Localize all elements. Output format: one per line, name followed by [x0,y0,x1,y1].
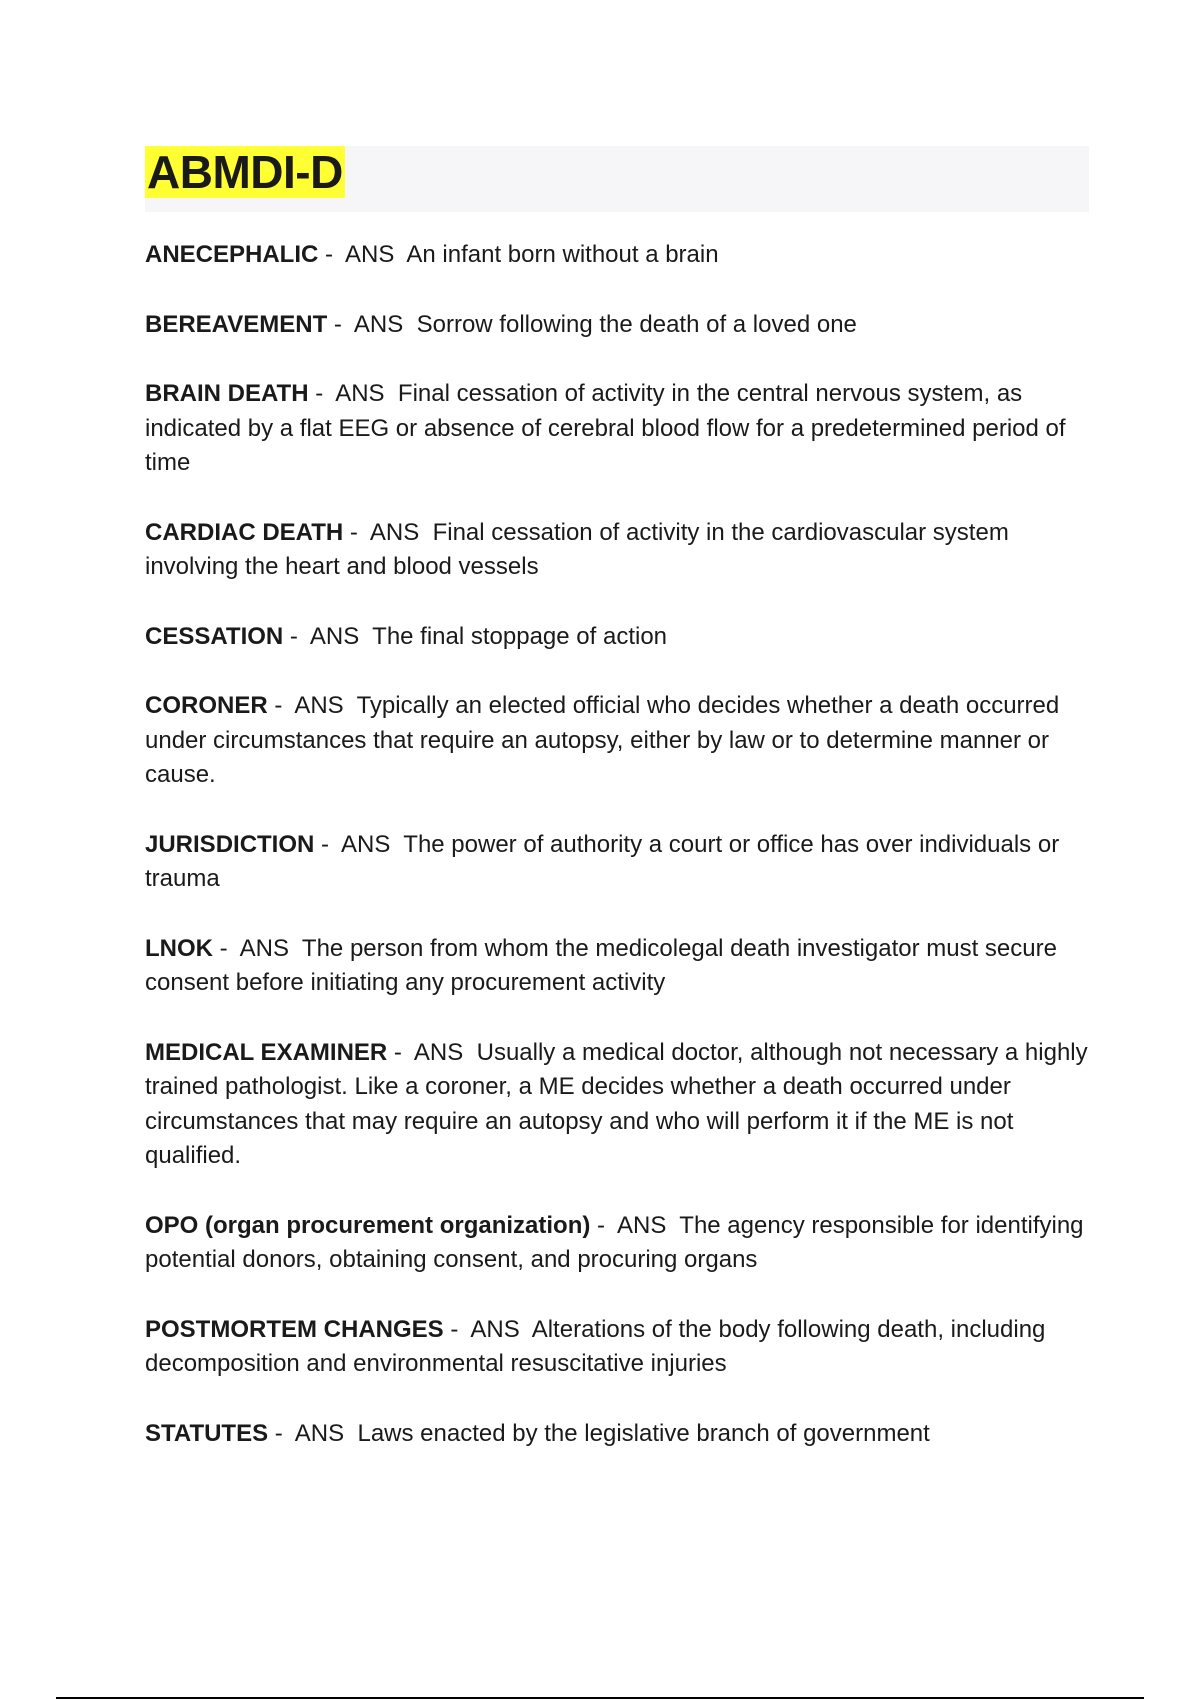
entry-term: POSTMORTEM CHANGES [145,1315,444,1343]
glossary-entry [145,828,1090,897]
glossary-entry [145,308,1090,343]
entry-definition: Sorrow following the death of a loved one [416,310,857,338]
entry-separator: - [343,518,370,546]
glossary-entry [145,377,1090,481]
footer-rule [56,1697,1144,1699]
entry-definition: The agency responsible for identifying potential donors, obtaining consent, and procuring organs [145,1211,1084,1273]
entry-separator: - [308,380,336,407]
glossary-list [145,238,1090,1486]
entry-definition: Final cessation of activity in the central nervous system, as indicated by a flat EEG or absence of cerebral blood flow for a predetermined period of time [145,380,1066,476]
entry-term: MEDICAL EXAMINER [145,1038,388,1066]
answer-marker: ANS [413,1038,477,1066]
answer-marker: ANS [294,1419,358,1447]
glossary-entry [145,1036,1090,1174]
entry-term: OPO (organ procurement organization) [145,1211,591,1239]
glossary-entry [145,238,1090,273]
entry-definition: Final cessation of activity in the cardiovascular system involving the heart and blood vessels [145,518,1009,580]
entry-definition: The power of authority a court or office has over individuals or trauma [145,830,1060,892]
entry-separator: - [283,622,310,650]
glossary-entry [145,689,1090,793]
entry-definition: The final stoppage of action [372,622,668,650]
answer-marker: ANS [369,518,433,546]
answer-marker: ANS [309,622,373,650]
entry-definition: The person from whom the medicolegal death investigator must secure consent before initiating any procurement activity [145,934,1057,996]
entry-separator: - [387,1038,414,1066]
answer-marker: ANS [341,830,404,858]
entry-term: CESSATION [145,622,284,650]
answer-marker: ANS [335,380,398,407]
answer-marker: ANS [470,1315,532,1343]
entry-separator: - [314,830,342,858]
entry-definition: An infant born without a brain [406,241,719,268]
answer-marker: ANS [345,241,407,268]
glossary-entry [145,516,1090,585]
glossary-entry [145,932,1090,1001]
glossary-entry [145,1417,1090,1452]
answer-marker: ANS [353,310,417,338]
entry-term: BEREAVEMENT [145,310,328,338]
entry-term: ANECEPHALIC [145,241,319,268]
entry-separator: - [327,310,354,338]
entry-separator: - [268,1419,295,1447]
entry-separator: - [213,934,240,962]
answer-marker: ANS [294,692,357,719]
entry-definition: Usually a medical doctor, although not necessary a highly trained pathologist. Like a coroner, a ME decides whether a death occurred under circumstances that may require an autopsy and who will perform it if the ME is not qualified. [145,1038,1088,1169]
entry-term: STATUTES [145,1419,269,1447]
entry-definition: Alterations of the body following death, including decomposition and environmental resuscitative injuries [145,1315,1046,1377]
entry-separator: - [318,241,346,268]
entry-definition: Laws enacted by the legislative branch of government [357,1419,930,1447]
glossary-entry [145,620,1090,655]
answer-marker: ANS [617,1211,680,1239]
entry-term: CORONER [145,692,268,719]
glossary-entry [145,1313,1090,1382]
entry-term: CARDIAC DEATH [145,518,344,546]
glossary-entry [145,1209,1090,1278]
entry-definition: Typically an elected official who decides whether a death occurred under circumstances that require an autopsy, either by law or to determine manner or cause. [145,692,1060,788]
entry-separator: - [590,1211,618,1239]
entry-term: LNOK [145,934,213,962]
document-title: ABMDI-D [147,146,343,198]
entry-term: JURISDICTION [145,830,315,858]
answer-marker: ANS [239,934,302,962]
entry-separator: - [443,1315,471,1343]
entry-separator: - [267,692,295,719]
entry-term: BRAIN DEATH [145,380,309,407]
